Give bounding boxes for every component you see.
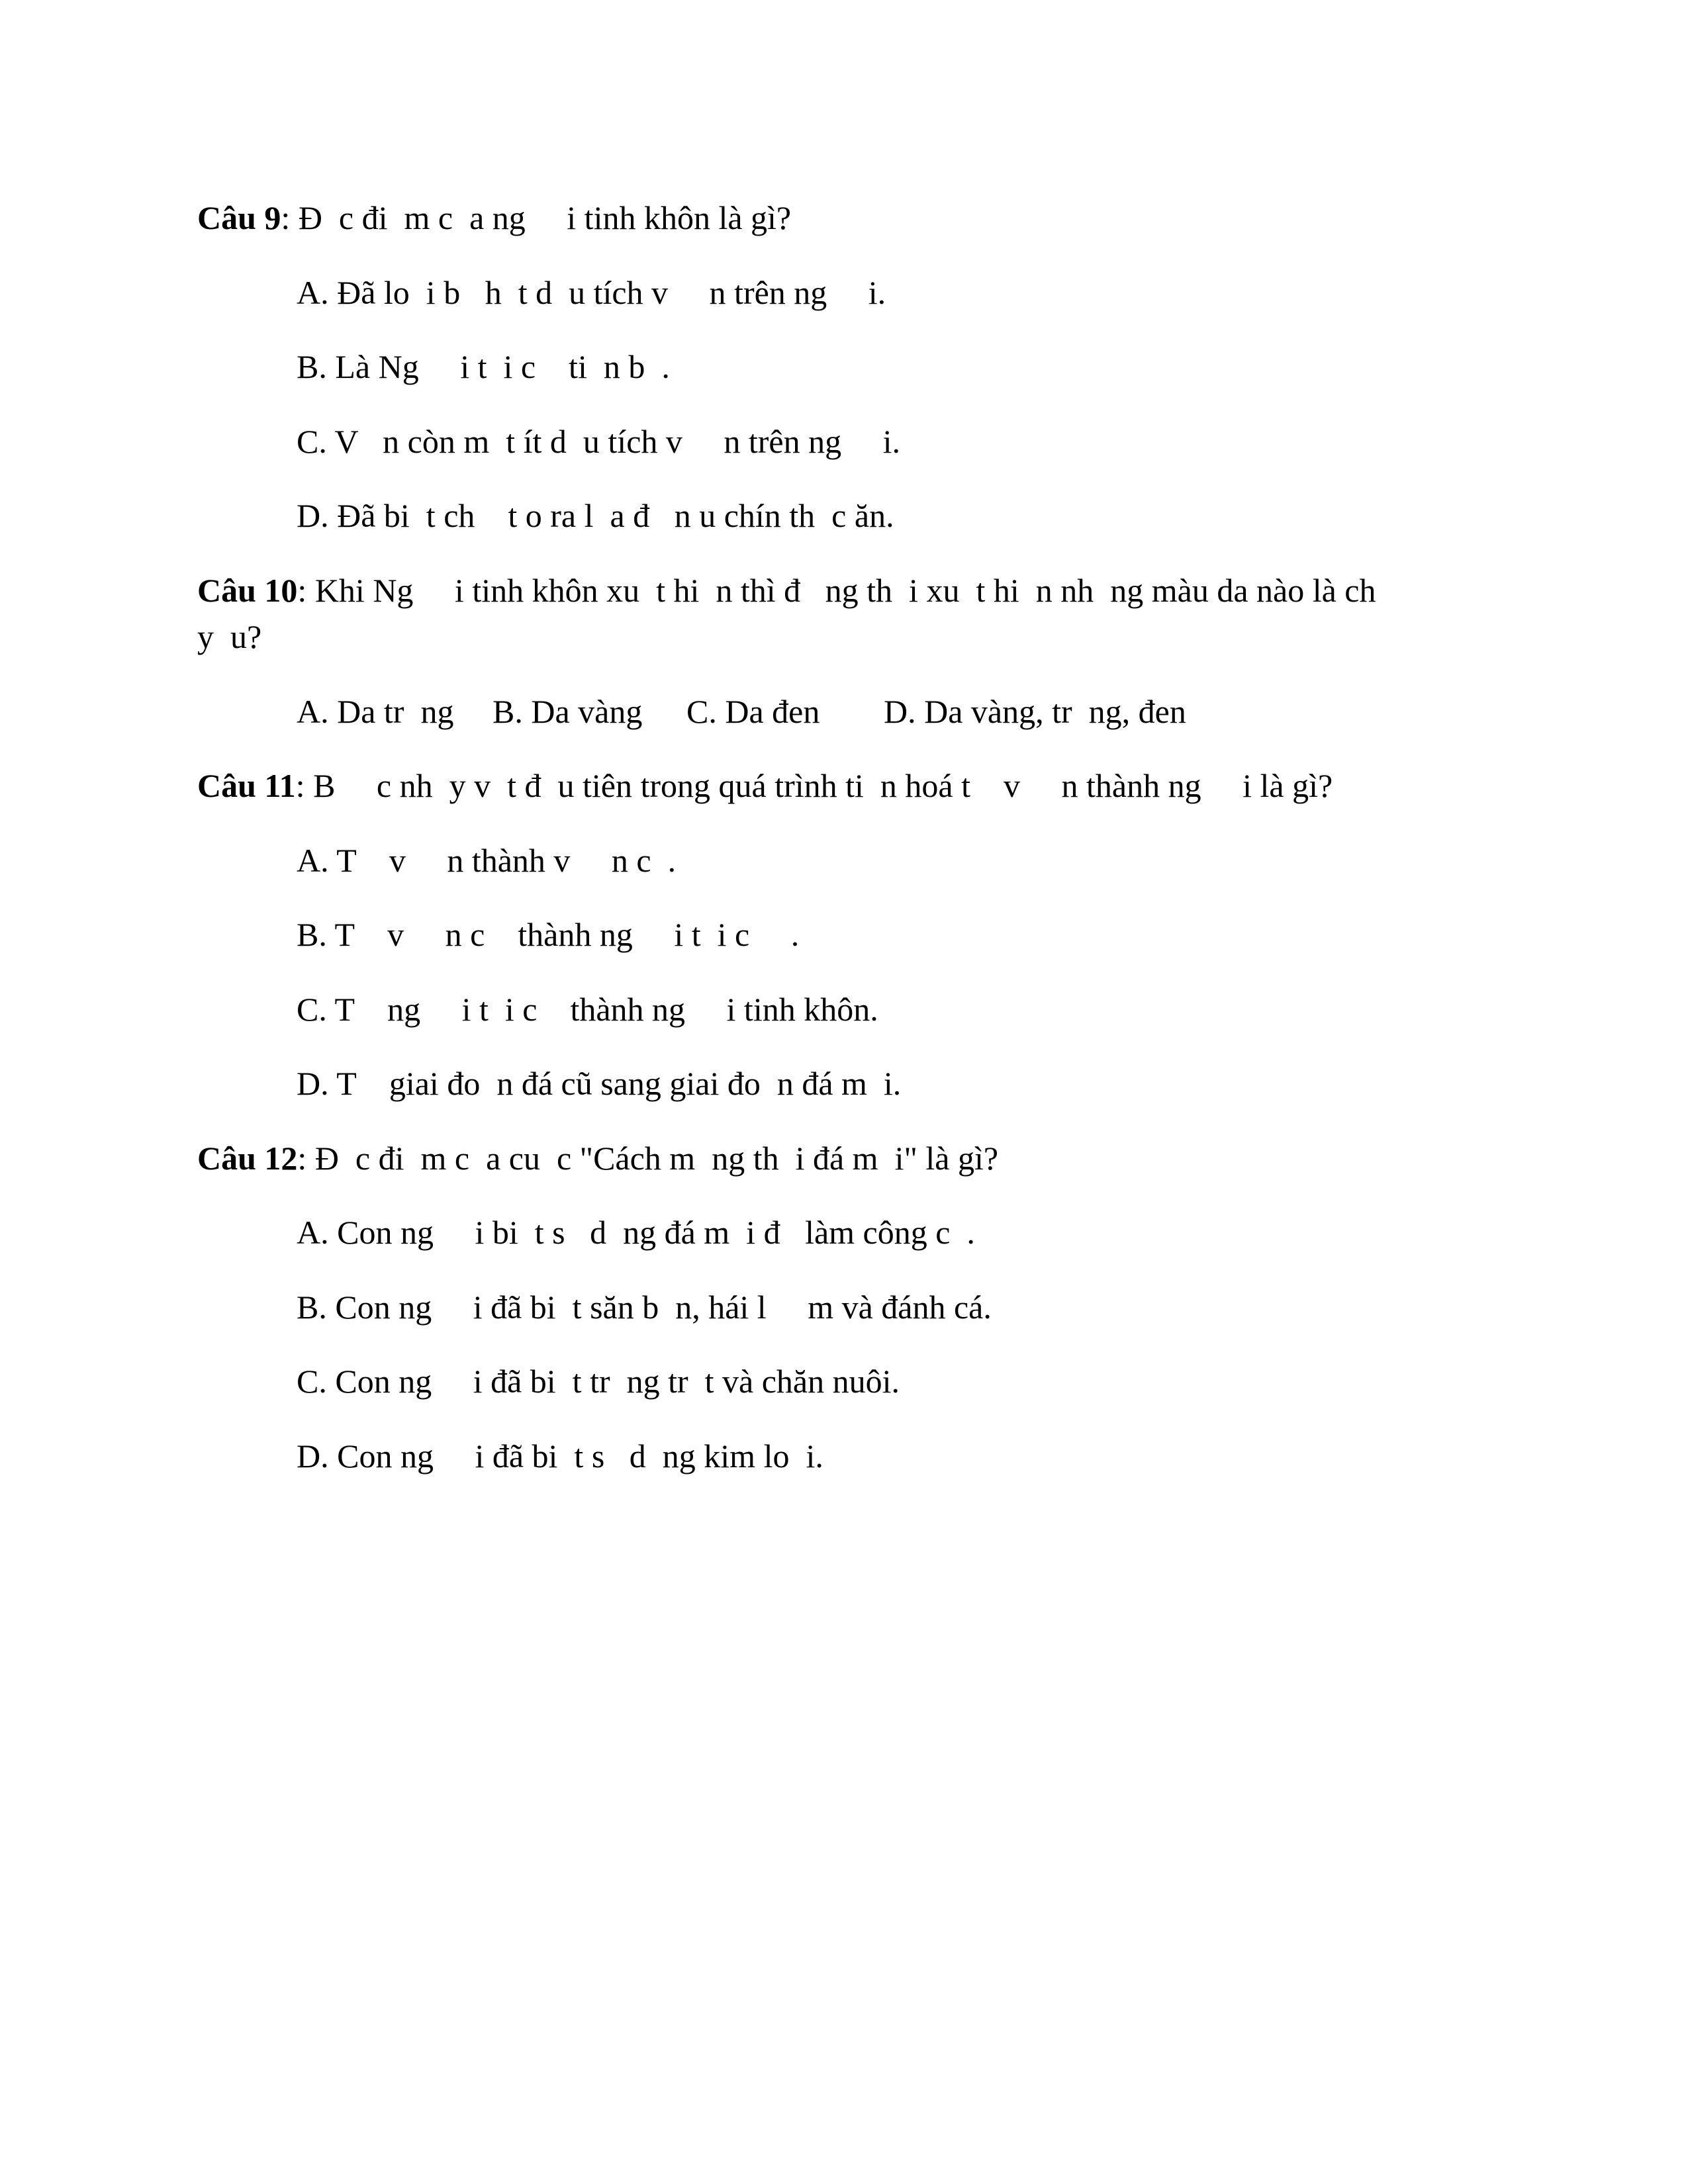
option-c: C. Con ng i đã bi t tr ng tr t và chăn nuôi.	[297, 1363, 900, 1400]
option-a: A. Con ng i bi t s d ng đá m i đ làm công c .	[297, 1214, 975, 1251]
question-text-continued: y u?	[197, 618, 262, 655]
option-a: A. T v n thành v n c .	[297, 842, 677, 879]
question-label: Câu 10	[197, 572, 298, 609]
question-text: Câu 11: B c nh y v t đ u tiên trong quá trình ti n hoá t v n thành ng i là gì?	[197, 767, 1333, 804]
option-d: D. Đã bi t ch t o ra l a đ n u chín th c ăn.	[297, 497, 894, 534]
question-label: Câu 9	[197, 199, 281, 236]
question-label: Câu 11	[197, 767, 296, 804]
option-a: A. Da tr ng	[297, 693, 454, 730]
option-b: B. Con ng i đã bi t săn b n, hái l m và đánh cá.	[297, 1289, 992, 1326]
question-label: Câu 12	[197, 1140, 298, 1177]
question-text: Câu 9: Đ c đi m c a ng i tinh khôn là gì?	[197, 199, 792, 236]
option-a: A. Đã lo i b h t d u tích v n trên ng i.	[297, 274, 886, 311]
option-c: C. T ng i t i c thành ng i tinh khôn.	[297, 991, 878, 1028]
option-b: B. Da vàng	[492, 693, 643, 730]
question-text: Câu 10: Khi Ng i tinh khôn xu t hi n thì đ ng th i xu t hi n nh ng màu da nào là ch	[197, 572, 1376, 609]
option-d: D. Con ng i đã bi t s d ng kim lo i.	[297, 1437, 823, 1475]
option-b: B. Là Ng i t i c ti n b .	[297, 348, 670, 385]
option-b: B. T v n c thành ng i t i c .	[297, 916, 800, 953]
option-d: D. T giai đo n đá cũ sang giai đo n đá m i.	[297, 1065, 902, 1102]
option-c: C. V n còn m t ít d u tích v n trên ng i.	[297, 423, 901, 460]
option-c: C. Da đen	[686, 693, 820, 730]
question-text: Câu 12: Đ c đi m c a cu c "Cách m ng th i đá m i" là gì?	[197, 1140, 999, 1177]
option-d: D. Da vàng, tr ng, đen	[884, 693, 1186, 730]
